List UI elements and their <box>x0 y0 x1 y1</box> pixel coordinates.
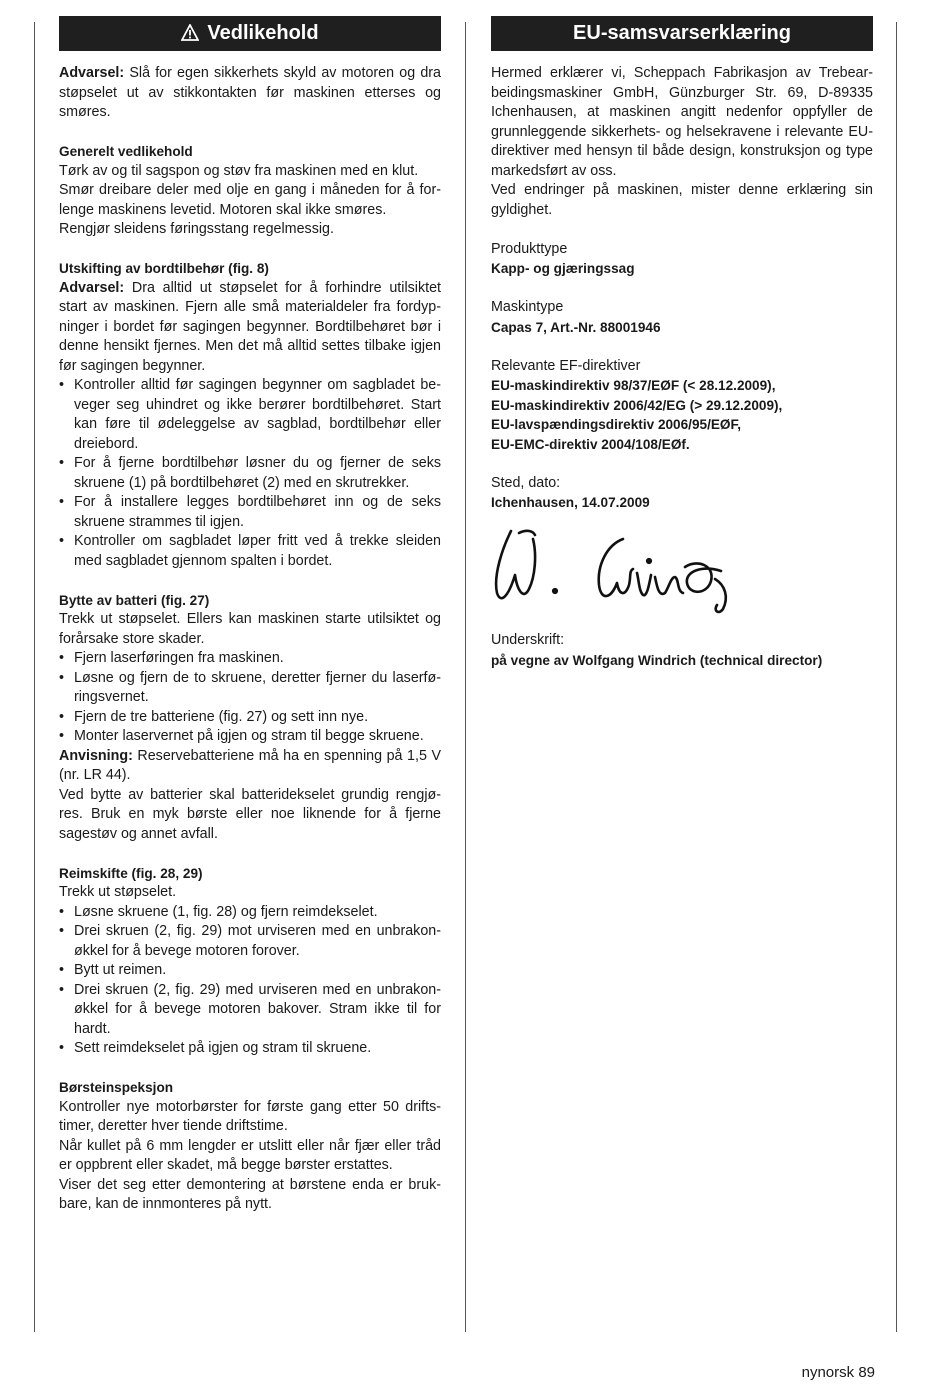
warning-label: Advarsel: <box>59 65 125 81</box>
table-accessory-list <box>59 376 441 571</box>
list-item: • Fjern de tre batteriene (fig. 27) og sett inn nye. <box>59 708 441 728</box>
note-label: Anvisning: <box>59 747 133 764</box>
brush-line: Viser det seg etter demontering at børstene enda er bruk-bare, kan de innmonteres på nytt. <box>59 1176 441 1212</box>
handwritten-signature <box>489 525 789 615</box>
warning-text: Slå for egen sikkerhets skyld av motoren og dra støpselet ut av stikkontakten før maskinen etterses og smøres. <box>59 65 441 120</box>
list-item: • Sett reimdekselet på igjen og stram til skruene. <box>59 1039 441 1059</box>
directive-item: EU-lavspændingsdirektiv 2006/95/EØF, <box>491 417 742 432</box>
list-item: • Fjern laserføringen fra maskinen. <box>59 649 441 669</box>
intro-warning <box>59 64 441 123</box>
product-type-label: Produkttype <box>491 240 568 257</box>
battery-note <box>59 747 441 786</box>
note-text: Reservebatteriene må ha en spenning på 1,5 V (nr. LR 44). <box>59 747 441 783</box>
warning-label: Advarsel: <box>59 279 125 296</box>
product-type-value: Kapp- og gjæringssag <box>491 261 635 276</box>
battery-intro: Trekk ut støpselet. Ellers kan maskinen starte utilsiktet og forårsake store skader. <box>59 611 441 647</box>
belt-intro: Trekk ut støpselet. <box>59 884 177 900</box>
list-item: • Drei skruen (2, fig. 29) med urviseren med en unbrakon-økkel for å bevege motoren bakover. Stram ikke til for hardt. <box>59 981 441 1040</box>
declaration-title: EU-samsvarserklæring <box>573 22 791 44</box>
list-item: • For å fjerne bordtilbehør løsner du og fjerner de seks skruene (1) på bordtilbehøret (2) med en skrutrekker. <box>59 454 441 493</box>
page-footer: nynorsk 89 <box>801 1364 875 1381</box>
maintenance-header <box>59 16 441 51</box>
directives-label: Relevante EF-direktiver <box>491 357 641 374</box>
general-maintenance-line: Tørk av og til sagspon og støv fra maskinen med en klut. <box>59 162 419 179</box>
maintenance-column <box>59 16 441 1215</box>
directive-item: EU-maskindirektiv 2006/42/EG (> 29.12.2009), <box>491 397 783 413</box>
brush-line: Kontroller nye motorbørster for første gang etter 50 drifts-timer, deretter hver tiende driftstime. <box>59 1098 441 1134</box>
list-item: • Kontroller om sagbladet løper fritt ved å trekke sleiden med sagbladet gjennom spalten i bordet. <box>59 532 441 571</box>
place-date-label: Sted, dato: <box>491 474 561 491</box>
general-maintenance-heading: Generelt vedlikehold <box>59 144 193 159</box>
declaration-intro: Hermed erklærer vi, Scheppach Fabrikasjon av Trebear-beidingsmaskiner GmbH, Günzburger Str. 69, D-89335 Ichenhausen, at maskinen angitt nedenfor oppfyller de grunnleggende sikkerhets- og helsekravene i relevante EU-direktiver med hensyn til både design, konstruksjon og type markedsført av oss. <box>491 65 873 179</box>
list-item: • For å installere legges bordtilbehøret inn og de seks skruene strammes til igjen. <box>59 493 441 532</box>
battery-list <box>59 649 441 747</box>
right-margin-rule <box>896 22 897 1332</box>
warning-text: Dra alltid ut støpselet for å forhindre utilsiktet start av maskinen. Fjern alle små materialdeler fra fordyp-ninger i bordet før sagingen begynner. Bordtilbehøret bør i denne hensikt fjernes. Men det må alltid settes tilbake igjen før sagingen begynner. <box>59 279 441 374</box>
signature-label: Underskrift: <box>491 632 565 648</box>
directive-item: EU-EMC-direktiv 2004/108/EØf. <box>491 436 690 452</box>
maintenance-body <box>59 64 441 1215</box>
machine-type-label: Maskintype <box>491 299 564 315</box>
list-item: • Monter laservernet på igjen og stram til begge skruene. <box>59 727 441 747</box>
brush-heading: Børsteinspeksjon <box>59 1080 174 1095</box>
declaration-header <box>491 16 873 51</box>
directive-item: EU-maskindirektiv 98/37/EØF (< 28.12.2009), <box>491 378 776 393</box>
belt-list <box>59 903 441 1059</box>
declaration-validity: Ved endringer på maskinen, mister denne erklæring sin gyldighet. <box>491 182 873 218</box>
list-item: • Drei skruen (2, fig. 29) mot urviseren med en unbrakon-økkel for å bevege motoren forover. <box>59 922 441 961</box>
battery-outro: Ved bytte av batterier skal batteridekselet grundig rengjø-res. Bruk en myk børste eller noe liknende for å fjerne sagestøv og annet avfall. <box>59 786 441 842</box>
signature-value: på vegne av Wolfgang Windrich (technical director) <box>491 652 823 668</box>
list-item: • Kontroller alltid før sagingen begynner om sagbladet be-veger seg uhindret og ikke berører bordtilbehøret. Start kan føre til ødeleggelse av sagblad, bordtilbehør eller dreiebord. <box>59 376 441 454</box>
general-maintenance-line: Smør dreibare deler med olje en gang i måneden for å for-lenge maskinens levetid. Motoren skal ikke smøres. <box>59 182 441 218</box>
table-accessory-heading: Utskifting av bordtilbehør (fig. 8) <box>59 261 269 276</box>
warning-triangle-icon <box>181 24 199 44</box>
declaration-body <box>491 64 873 670</box>
list-item: • Løsne og fjern de to skruene, deretter fjerner du laserfø-ringsvernet. <box>59 669 441 708</box>
list-item: • Løsne skruene (1, fig. 28) og fjern reimdekselet. <box>59 903 441 923</box>
table-accessory-warning <box>59 279 441 377</box>
left-margin-rule <box>34 22 35 1332</box>
brush-line: Når kullet på 6 mm lengder er utslitt eller når fjær eller tråd er oppbrent eller skadet, må begge børster erstattes. <box>59 1137 441 1173</box>
battery-heading: Bytte av batteri (fig. 27) <box>59 592 210 608</box>
declaration-column <box>491 16 873 670</box>
maintenance-title: Vedlikehold <box>207 22 319 44</box>
general-maintenance-line: Rengjør sleidens føringsstang regelmessig. <box>59 221 334 237</box>
machine-type-value: Capas 7, Art.-Nr. 88001946 <box>491 319 661 335</box>
place-date-value: Ichenhausen, 14.07.2009 <box>491 495 650 510</box>
belt-heading: Reimskifte (fig. 28, 29) <box>59 865 203 881</box>
column-divider-rule <box>465 22 466 1332</box>
list-item: • Bytt ut reimen. <box>59 961 441 981</box>
